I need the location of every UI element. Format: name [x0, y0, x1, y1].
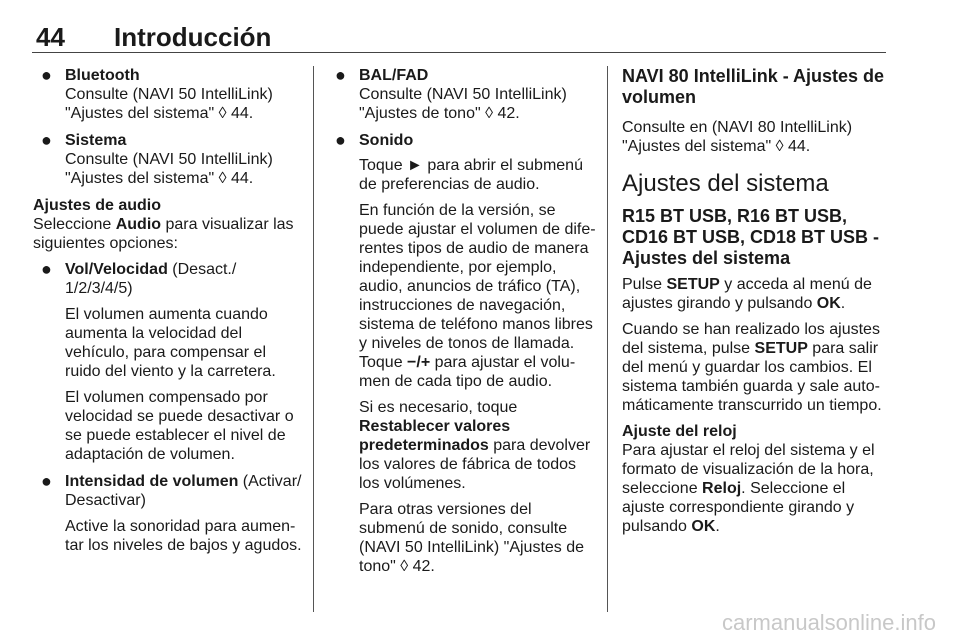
- page-ref-icon: ◊: [218, 105, 227, 122]
- reloj-heading: Ajuste del reloj: [622, 423, 737, 440]
- list-item-bluetooth: [33, 66, 303, 123]
- bullet-icon: ●: [335, 65, 346, 85]
- column-2: [327, 66, 597, 584]
- section-heading: Ajustes del sistema: [622, 170, 829, 197]
- page-header: [32, 14, 886, 53]
- item-title-intensidad: Intensidad de volumen (Activar/ Desactivar): [65, 473, 302, 509]
- page-ref-icon: ◊: [400, 558, 409, 575]
- item-text-intensidad: Active la sonoridad para aumen-tar los niveles de bajos y agudos.: [65, 518, 302, 554]
- watermark: carmanualsonline.info: [721, 610, 936, 635]
- audio-intro: Seleccione Audio para visualizar las siguientes opciones:: [33, 216, 294, 252]
- item-text-sonido-3: Si es necesario, toque Restablecer valores predeterminados para devolver los valores de fábrica de todos los volúmenes.: [359, 399, 591, 492]
- column-1: [33, 66, 303, 563]
- page-number: 44: [36, 22, 65, 52]
- bullet-icon: ●: [41, 259, 52, 279]
- item-title-sistema: Sistema: [65, 132, 127, 149]
- bullet-icon: ●: [41, 65, 52, 85]
- item-text-vol-2: El volumen compensado por velocidad se puede desactivar o se puede establecer el nivel de adaptación de volumen.: [65, 389, 294, 463]
- item-title-vol: Vol/Velocidad (Desact./ 1/2/3/4/5): [65, 261, 237, 297]
- r15-heading: R15 BT USB, R16 BT USB, CD16 BT USB, CD18 BT USB - Ajustes del sistema: [622, 206, 880, 268]
- item-title-bal-fad: BAL/FAD: [359, 67, 429, 84]
- audio-heading: Ajustes de audio: [33, 197, 162, 214]
- bullet-icon: ●: [335, 130, 346, 150]
- r15-text-2: Cuando se han realizado los ajustes del sistema, pulse SETUP para salir del menú y guardar los cambios. El sistema también guarda y sale auto-máticamente transcurrido un tiempo.: [622, 321, 882, 414]
- navi80-heading: NAVI 80 IntelliLink - Ajustes de volumen: [622, 66, 885, 107]
- list-item-vol-velocidad: [33, 260, 303, 464]
- list-item-intensidad: [33, 472, 303, 555]
- navi80-text: Consulte en (NAVI 80 IntelliLink) "Ajustes del sistema" ◊ 44.: [622, 119, 853, 155]
- page-ref-icon: ◊: [775, 138, 784, 155]
- bullet-icon: ●: [41, 130, 52, 150]
- column-divider-2: [607, 66, 608, 612]
- item-text-sistema: Consulte (NAVI 50 IntelliLink) "Ajustes del sistema" ◊ 44.: [65, 151, 273, 187]
- item-text-bluetooth: Consulte (NAVI 50 IntelliLink) "Ajustes del sistema" ◊ 44.: [65, 86, 273, 122]
- r15-text-1: Pulse SETUP y acceda al menú de ajustes girando y pulsando OK.: [622, 276, 872, 312]
- column-3: [622, 66, 892, 543]
- item-text-bal-fad: Consulte (NAVI 50 IntelliLink) "Ajustes de tono" ◊ 42.: [359, 86, 567, 122]
- page-ref-icon: ◊: [218, 170, 227, 187]
- item-title-bluetooth: Bluetooth: [65, 67, 140, 84]
- list-item-sistema: [33, 131, 303, 188]
- list-item-bal-fad: [327, 66, 597, 123]
- minus-plus-icon: −/+: [407, 354, 431, 371]
- item-title-sonido: Sonido: [359, 132, 414, 149]
- item-text-sonido-2: En función de la versión, se puede ajustar el volumen de dife-rentes tipos de audio de manera independiente, por ejemplo, audio, anuncios de tráfico (TA), instrucciones de navegación, sistema de teléfono manos libres y niveles de tonos de llamada. Toque −/+ para ajustar el volu-men de cada tipo de audio.: [359, 202, 596, 390]
- column-divider-1: [313, 66, 314, 612]
- item-text-vol-1: El volumen aumenta cuando aumenta la velocidad del vehículo, para compensar el ruido del viento y la carretera.: [65, 306, 276, 380]
- page-title: Introducción: [114, 22, 272, 52]
- page-ref-icon: ◊: [485, 105, 494, 122]
- item-text-sonido-4: Para otras versiones del submenú de sonido, consulte (NAVI 50 IntelliLink) "Ajustes de tono" ◊ 42.: [359, 501, 585, 575]
- bullet-icon: ●: [41, 471, 52, 491]
- play-icon: ►: [407, 157, 423, 174]
- reloj-text: Para ajustar el reloj del sistema y el formato de visualización de la hora, seleccione Reloj. Seleccione el ajuste correspondiente girando y pulsando OK.: [622, 442, 875, 535]
- item-text-sonido-1: Toque ► para abrir el submenú de preferencias de audio.: [359, 157, 583, 193]
- list-item-sonido: [327, 131, 597, 576]
